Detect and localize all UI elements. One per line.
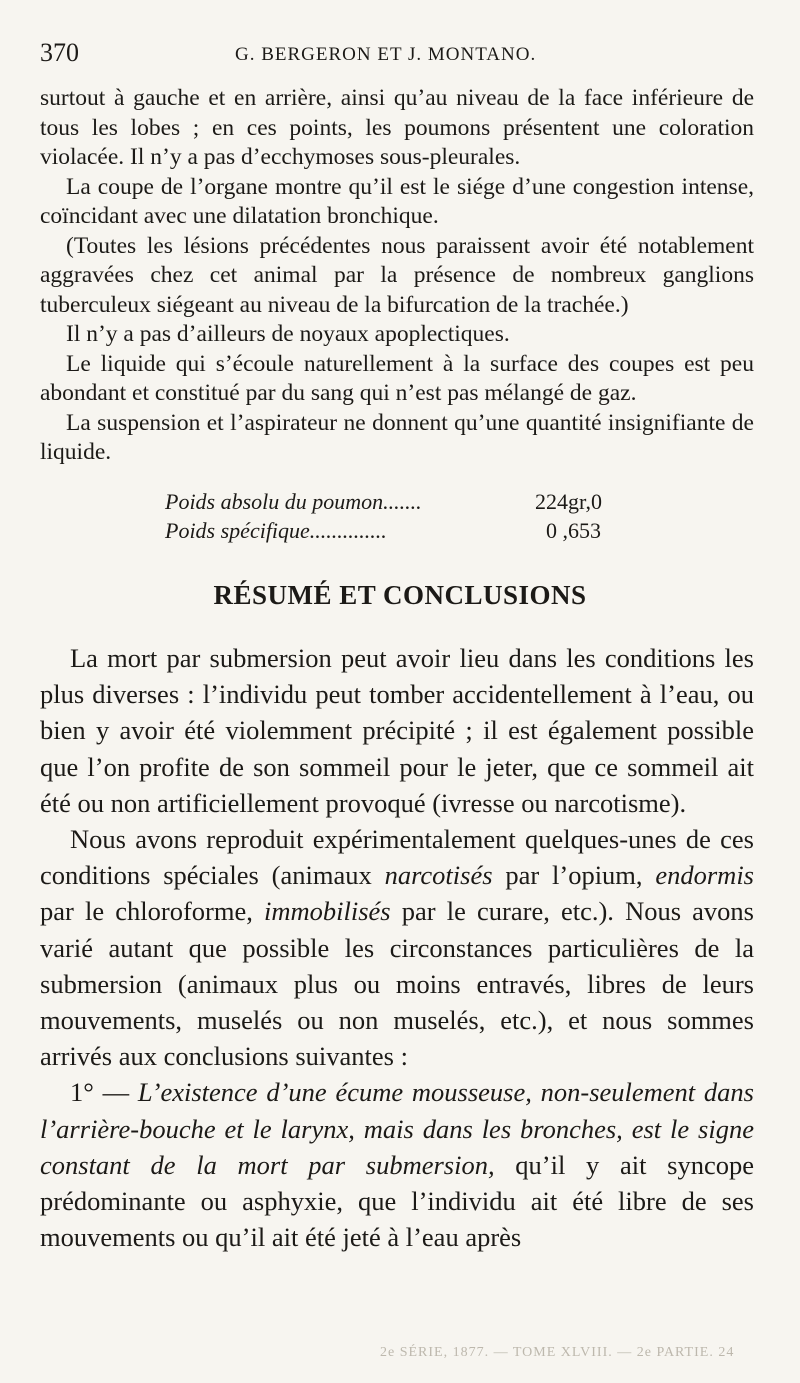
paragraph: La coupe de l’organe montre qu’il est le siége d’une congestion intense, coïncidant avec une dilatation bronchique. (40, 173, 754, 229)
text-run: par le chloroforme, (40, 896, 264, 927)
paragraph: surtout à gauche et en arrière, ainsi qu’au niveau de la face inférieure de tous les lobes ; en ces points, les poumons présentent une coloration violacée. Il n’y a pas d’ecchymoses sous-pleurales. (40, 85, 754, 170)
italic-term: narcotisés (384, 860, 493, 891)
item-number: 1° — (70, 1077, 138, 1108)
running-title: G. BERGERON ET J. MONTANO. (235, 44, 537, 65)
weight-value: 224gr,0 (535, 489, 602, 514)
page-header (40, 38, 760, 74)
italic-term: immobilisés (264, 896, 391, 927)
paragraph: Le liquide qui s’écoule naturellement à la surface des coupes est peu abondant et constitué par du sang qui n’est pas mélangé de gaz. (40, 350, 754, 406)
weights-table (165, 487, 645, 545)
text-block-conclusions (40, 640, 754, 1255)
text-block-autopsy (40, 84, 754, 468)
italic-term: endormis (655, 860, 754, 891)
paragraph: (Toutes les lésions précédentes nous paraissent avoir été notablement aggravées chez cet animal par la présence de nombreux ganglions tuberculeux siégeant au niveau de la bifurcation de la trachée.) (40, 232, 754, 318)
weight-value: 0 ,653 (535, 518, 601, 543)
paragraph: La mort par submersion peut avoir lieu dans les conditions les plus diverses : l’individu peut tomber accidentellement à l’eau, ou bien y avoir été violemment précipité ; il est également possible que l’on profite de son sommeil pour le jeter, que ce sommeil ait été ou non artificiellement provoqué (ivresse ou narcotisme). (40, 643, 754, 818)
weight-row (165, 516, 645, 545)
text-run: par le curare, etc.). Nous avons varié autant que possible les circonstances particulières de la submersion (animaux plus ou moins entravés, libres de leurs mouvements, muselés ou non muselés, etc.), et nous sommes arrivés aux conclusions suivantes : (40, 896, 754, 1072)
text-run: par l’opium, (492, 860, 656, 891)
italic-statement: L’existence d’une écume mousseuse, non-seulement dans l’arrière-bouche et le larynx, mais dans les bronches, est le signe constant de la mort par submersion, (40, 1077, 754, 1180)
paragraph (40, 821, 754, 1074)
page-footer: 2e SÉRIE, 1877. — TOME XLVIII. — 2e PARTIE. 24 (380, 1345, 735, 1360)
section-title: RÉSUMÉ ET CONCLUSIONS (213, 580, 587, 610)
weight-label: Poids absolu du poumon....... (165, 489, 422, 514)
conclusion-item (40, 1074, 754, 1255)
paragraph: La suspension et l’aspirateur ne donnent qu’une quantité insignifiante de liquide. (40, 409, 754, 465)
paragraph: Il n’y a pas d’ailleurs de noyaux apoplectiques. (66, 321, 510, 347)
page-number: 370 (40, 38, 79, 67)
text-run: qu’il y ait syncope prédominante ou asphyxie, que l’individu ait été libre de ses mouvements ou qu’il ait été jeté à l’eau après (40, 1149, 755, 1253)
weight-label: Poids spécifique.............. (165, 518, 387, 543)
text-run: Nous avons reproduit expérimentalement quelques-unes de ces conditions spéciales (animaux (40, 824, 754, 891)
weight-row (165, 487, 645, 516)
